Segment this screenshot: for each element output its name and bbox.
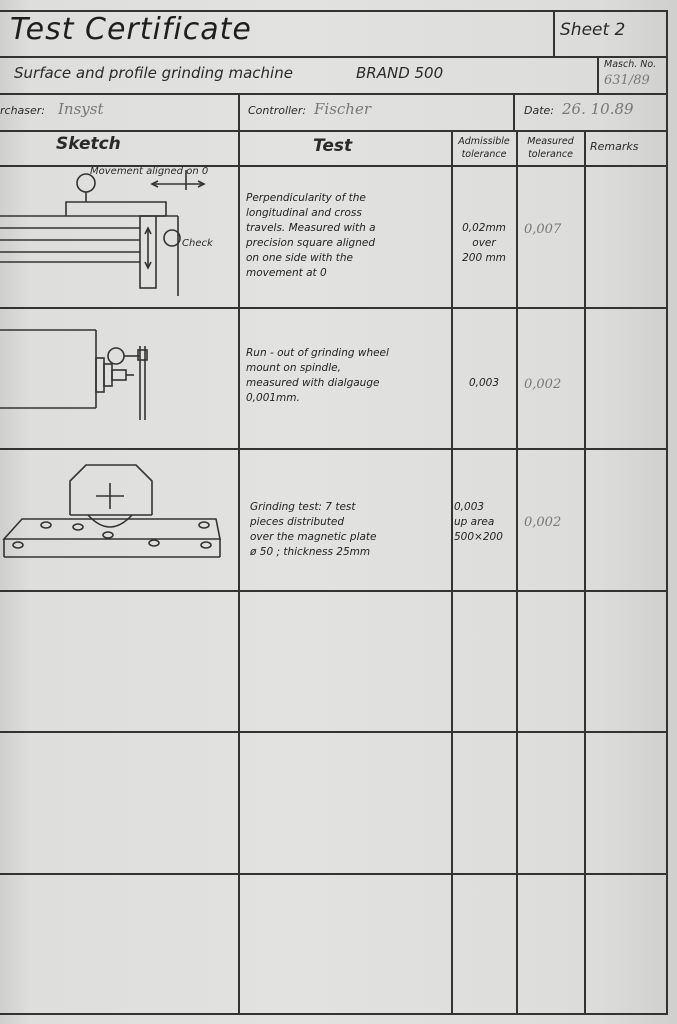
column-header-admissible: Admissible tolerance (458, 136, 510, 160)
test-description: Run - out of grinding wheel mount on spindle, measured with dialgauge 0,001mm. (246, 347, 389, 404)
masch-no-label: Masch. No. (604, 59, 657, 70)
test-description: Grinding test: 7 test pieces distributed over the magnetic plate ø 50 ; thickness 25mm (250, 501, 377, 558)
rule-col-admissible (516, 130, 518, 1014)
column-header-sketch: Sketch (56, 134, 121, 154)
date-label: Date: (524, 104, 554, 117)
column-header-test: Test (313, 136, 353, 156)
purchaser-label: rchaser: (0, 104, 46, 117)
column-header-measured: Measured tolerance (527, 136, 574, 160)
rule-bottom (0, 1013, 668, 1015)
sketch-label-check: Check (182, 238, 213, 249)
sketch-grinding-test (0, 449, 238, 589)
rule-info-bottom (0, 130, 668, 132)
date-value: 26. 10.89 (562, 100, 634, 118)
admissible-tolerance: 0,02mm over 200 mm (462, 222, 506, 264)
page-title: Test Certificate (10, 12, 252, 47)
purchaser-value: Insyst (58, 100, 104, 118)
sketch-label-movement: Movement aligned on 0 (90, 166, 209, 177)
rule-row5-bottom (0, 873, 668, 875)
column-header-remarks: Remarks (590, 140, 639, 153)
test-description: Perpendicularity of the longitudinal and cross travels. Measured with a precision square aligned on one side with the movement at 0 (246, 192, 376, 279)
sheet-label: Sheet 2 (560, 20, 626, 40)
rule-info-divider-2 (513, 93, 515, 131)
measured-tolerance: 0,007 (524, 222, 562, 237)
measured-tolerance: 0,002 (524, 377, 562, 392)
rule-right-edge (666, 10, 668, 1015)
rule-col-sketch (238, 130, 240, 1014)
admissible-tolerance: 0,003 up area 500×200 (454, 501, 503, 543)
sketch-runout (0, 308, 238, 448)
rule-sheet-divider (553, 10, 555, 57)
controller-value: Fischer (314, 100, 372, 118)
rule-info-divider-1 (238, 93, 240, 131)
rule-machine-bottom (0, 93, 668, 95)
rule-row4-bottom (0, 731, 668, 733)
dial-gauge-icon (108, 348, 124, 364)
rule-row3-bottom (0, 590, 668, 592)
rule-masch-divider (597, 56, 599, 94)
rule-title-bottom (0, 56, 668, 58)
measured-tolerance: 0,002 (524, 515, 562, 530)
machine-description: Surface and profile grinding machine (14, 64, 293, 82)
brand-label: BRAND 500 (356, 64, 444, 82)
masch-no-value: 631/89 (604, 73, 650, 88)
rule-col-measured (584, 130, 586, 1014)
controller-label: Controller: (248, 104, 307, 117)
sketch-perpendicularity (0, 166, 238, 306)
admissible-tolerance: 0,003 (468, 377, 500, 389)
